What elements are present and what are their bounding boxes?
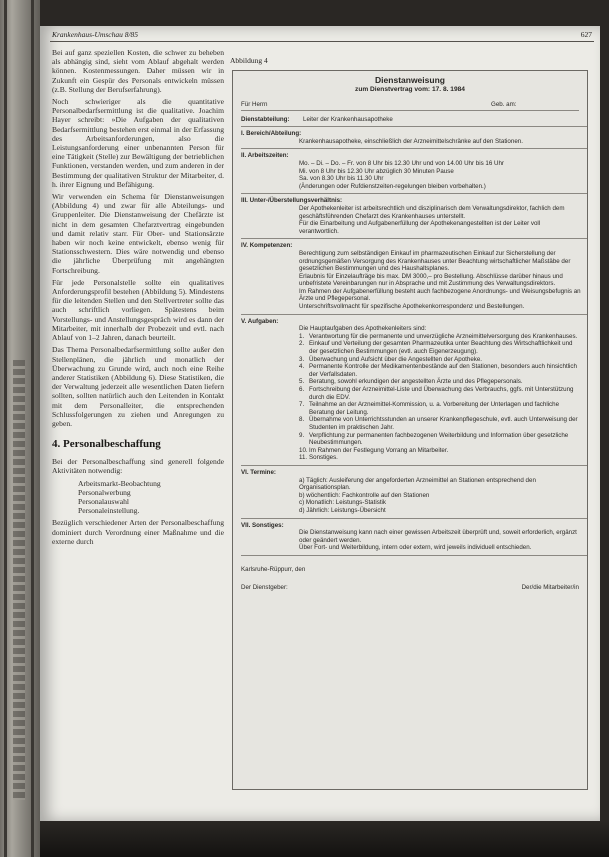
- task-item: [299, 432, 581, 447]
- form-section: [241, 148, 587, 193]
- paragraph: Für jede Personalstelle sollte ein qualitatives Anforderungsprofil bestehen (Abbildung 5). Mindestens für die leitenden Stellen und den Stellvertreter sollte das auch schriftlich vorliegen. Spätestens beim Vorstellungs- und Anstellungsgespräch wird es dann der Mitarbeiter, mit innerhalb der Probezeit und evtl. nach Ablauf von 1–2 Jahren, danach beurteilt.: [52, 277, 224, 343]
- signature-row: [241, 582, 579, 594]
- form-title: Dienstanweisung: [375, 75, 445, 85]
- signature-employer: Der Dienstgeber:: [241, 583, 288, 591]
- task-item: [299, 378, 581, 386]
- department-value: Leiter der Krankenhausapotheke: [303, 116, 393, 124]
- form-subtitle: zum Dienstvertrag vom: 17. 8. 1984: [355, 85, 465, 93]
- left-text-column: [52, 48, 224, 813]
- task-number: 10.: [299, 446, 308, 454]
- form-sections: [233, 126, 587, 556]
- task-item: [299, 363, 581, 378]
- task-text: Übernahme von Unterrichtsstunden an unserer Krankenpflegeschule, evtl. auch Unterweisung der Studenten im praktischen Jahr.: [309, 416, 578, 431]
- task-number: 3.: [299, 355, 305, 363]
- department-key: Dienstabteilung:: [241, 116, 290, 124]
- task-text: Fortschreibung der Arzneimittel-Liste und Überwachung des Verbrauchs, ggfs. mit Unterstützung durch die EDV.: [309, 386, 574, 401]
- list-item: Personaleinstellung.: [78, 506, 140, 516]
- paragraph: Bezüglich verschiedener Arten der Personalbeschaffung dominiert durch Verordnung einer Maßnahme und die externe durch: [52, 518, 224, 546]
- running-header: Krankenhaus-Umschau 8/85: [52, 30, 139, 39]
- task-item: [299, 416, 581, 431]
- section-intro: Die Hauptaufgaben des Apothekenleiters sind:: [299, 325, 427, 333]
- form-section: [241, 314, 587, 465]
- section-key: I. Bereich/Abteilung:: [241, 130, 302, 138]
- signature-employee: Der/die Mitarbeiter/in: [521, 583, 579, 591]
- paragraph: Wir verwenden ein Schema für Dienstanweisungen (Abbildung 4) und zwar für alle Abteilungs- und Gruppenleiter. Die Dienstanweisung der Chefärzte ist nicht in dem gesamten Chefarztvertrag eingebunden und damit relativ starr. Für Ober- und Stationsärzte haben wir noch keine entwickelt, ebenso wenig für Stationsschwestern. Dies wäre notwendig und ebenso die jährliche Überprüfung mit angehängten Fortschreibung.: [52, 192, 224, 275]
- section-heading: 4. Personalbeschaffung: [52, 438, 161, 451]
- task-text: Sonstiges.: [309, 454, 338, 462]
- task-number: 4.: [299, 363, 305, 371]
- section-body: Die Dienstanweisung kann nach einer gewissen Arbeitszeit überprüft und, soweit erforderlich, ergänzt oder geändert werden. Über Fort- und Weiterbildung, intern oder extern, wird jeweils individuell entschieden.: [299, 529, 577, 552]
- form-section: [241, 126, 587, 148]
- activity-list: [78, 479, 224, 516]
- dienstanweisung-form: [232, 70, 588, 790]
- binding-stripe: [31, 0, 34, 857]
- page-bottom-shadow: [40, 821, 609, 857]
- task-item: [299, 447, 581, 455]
- figure-label: Abbildung 4: [230, 56, 268, 65]
- list-item: Arbeitsmarkt-Beobachtung: [78, 478, 161, 488]
- form-section: [241, 238, 587, 313]
- task-text: Permanente Kontrolle der Medikamentenbestände auf den Stationen, besonders auch hinsichtlich der Verfallsdaten.: [309, 363, 577, 378]
- place-date: Karlsruhe-Rüppurr, den: [241, 565, 306, 573]
- task-number: 7.: [299, 401, 305, 409]
- paragraph: Bei auf ganz speziellen Kosten, die schwer zu beheben als abhängig sind, sieht vom Ablauf abgehalt werden können. Kostenmessungen. Daher müssen wir in Zukunft ein Gespür des Personals entwickeln müssen (z.B. Stellung der Berufserfahrung).: [52, 48, 224, 94]
- task-text: Beratung, sowohl erkundigen der angestellten Ärzte und des Pflegepersonals.: [309, 378, 523, 386]
- section-body: Berechtigung zum selbständigen Einkauf im pharmazeutischen Einkauf zur Sicherstellung der ordnungsgemäßen Versorgung des Krankenhauses unter Beachtung wirtschaftlicher Maßstäbe der gesetzlichen Bestimmungen und des Haushaltsplanes. Erlaubnis für Einzelaufträge bis max. DM 3000,– pro Bestellung. Abschlüsse darüber hinaus und unbefristete Vereinbarungen nur in Absprache und mit Zustimmung des Verwaltungsdirektors. Im Rahmen der Aufgabenerfüllung besteht auch fachbezogene Anordnungs- und Weisungsbefugnis an Ärzte und Pflegepersonal. Unterschriftsvollmacht für spezifische Apothekenkorrespondenz und Bestellungen.: [299, 249, 581, 311]
- task-item: [299, 401, 581, 416]
- task-list: [299, 333, 581, 462]
- spine-lettering: [13, 360, 25, 800]
- form-section: [241, 518, 587, 555]
- paragraph: Noch schwieriger als die quantitative Personalbedarfsermittlung ist die qualitative. Joachim Hayer schreibt: »Die Aufgaben der qualitativen Bedarfsermittlung bestehen erst einmal in der Erfassung des Arbeitsanforderungen, also die Leistungsanforderung einer unbenannten Person für eine Tätigkeit (Stelle) zur Bewältigung der betrieblichen Funktionen, verstanden werden, und zum anderen in der Bestimmung der qualitativen Struktur der Mitarbeiter, d. h. ihrer Eignung und Befähigung.: [52, 97, 224, 189]
- section-body: Krankenhausapotheke, einschließlich der Arzneimittelschränke auf den Stationen.: [299, 137, 523, 145]
- task-number: 11.: [299, 454, 308, 462]
- paragraph: Bei der Personalbeschaffung sind generell folgende Aktivitäten notwendig:: [52, 457, 224, 476]
- list-item: Personalauswahl: [78, 496, 130, 506]
- book-binding: [0, 0, 40, 857]
- task-text: Einkauf und Verteilung der gesamten Pharmazeutika unter Beachtung des Wirtschaftlichkeit und der gesetzlichen Bestimmungen (evtl. auch Eigenerzeugung).: [309, 340, 573, 356]
- journal-page: [40, 26, 600, 821]
- section-body: Mo. – Di. – Do. – Fr. von 8 Uhr bis 12.30 Uhr und von 14.00 Uhr bis 16 Uhr Mi. von 8 Uhr bis 12.30 Uhr abzüglich 30 Minuten Pause Sa. von 8.30 Uhr bis 11.30 Uhr (Änderungen oder Rufdienstzeiten-regelungen bleiben vorbehalten.): [299, 159, 504, 190]
- task-item: [299, 386, 581, 401]
- place-date-row: [241, 564, 579, 576]
- paragraph: Das Thema Personalbedarfsermittlung sollte außer den Stellenplänen, die jährlich und monatlich der Überwachung zu Grunde wird, auch noch eine Reihe anderer Statistiken (Abbildung 6). Diese Statistiken, die der Verwaltung jederzeit alle wesentlichen Daten liefern sollten, sollten natürlich auch den Leitenden in Kontakt mit dem Personalleiter, die entsprechenden Schlussfolgerungen zu ziehen und Anregungen zu geben.: [52, 345, 224, 428]
- birthdate-label: Geb. am:: [491, 101, 517, 109]
- section-key: VI. Termine:: [241, 468, 276, 476]
- recipient-label: Für Herrn: [241, 101, 268, 109]
- task-text: Im Rahmen der Festlegung Vorrang an Mitarbeiter.: [309, 446, 449, 454]
- task-number: 9.: [299, 431, 305, 439]
- list-item: Personalwerbung: [78, 487, 131, 497]
- form-section: [241, 193, 587, 238]
- task-item: [299, 454, 581, 462]
- section-body: a) Täglich: Ausleiferung der angeforderten Arzneimittel an Stationen entsprechend den Organisationsplan. b) wöchentlich: Fachkontrolle auf den Stationen c) Monatlich: Leistungs-Statistik d) Jährlich: Leistungs-Übersicht: [299, 476, 536, 514]
- department-row: [241, 116, 579, 126]
- task-number: 2.: [299, 340, 305, 348]
- binding-stripe: [4, 0, 7, 857]
- form-section: [241, 465, 587, 518]
- task-number: 5.: [299, 378, 305, 386]
- section-end-rule: [241, 555, 587, 556]
- recipient-row: [241, 99, 579, 111]
- section-key: V. Aufgaben:: [241, 317, 279, 325]
- section-key: II. Arbeitszeiten:: [241, 152, 289, 160]
- task-item: [299, 333, 581, 341]
- task-item: [299, 356, 581, 364]
- header-rule: [50, 41, 594, 42]
- section-key: VII. Sonstiges:: [241, 521, 284, 529]
- section-key: III. Unter-/Überstellungsverhältnis:: [241, 197, 343, 205]
- task-number: 1.: [299, 332, 305, 340]
- page-number: 627: [580, 30, 592, 39]
- task-number: 6.: [299, 386, 305, 393]
- task-text: Teilnahme an der Arzneimittel-Kommission, u. a. Vorbereitung der Unterlagen und fachliche Beratung der Leitung.: [309, 401, 560, 416]
- task-number: 8.: [299, 416, 305, 424]
- task-text: Verantwortung für die permanente und unverzügliche Arzneimittelversorgung des Krankenhauses.: [309, 332, 578, 340]
- section-body: Der Apothekenleiter ist arbeitsrechtlich und disziplinarisch dem Verwaltungsdirektor, fachlich dem geschäftsführenden Chefarzt des Krankenhauses unterstellt. Für die Einarbeitung und Aufgabenerfüllung der Apothekenangestellten ist der Leiter voll verantwortlich.: [299, 204, 565, 235]
- task-item: [299, 340, 581, 355]
- task-text: Verpflichtung zur permanenten fachbezogenen Weiterbildung und Information über gesetzliche Neubestimmungen.: [309, 431, 569, 447]
- section-key: IV. Kompetenzen:: [241, 242, 293, 250]
- task-text: Überwachung und Aufsicht über die Angestellten der Apotheke.: [309, 355, 483, 363]
